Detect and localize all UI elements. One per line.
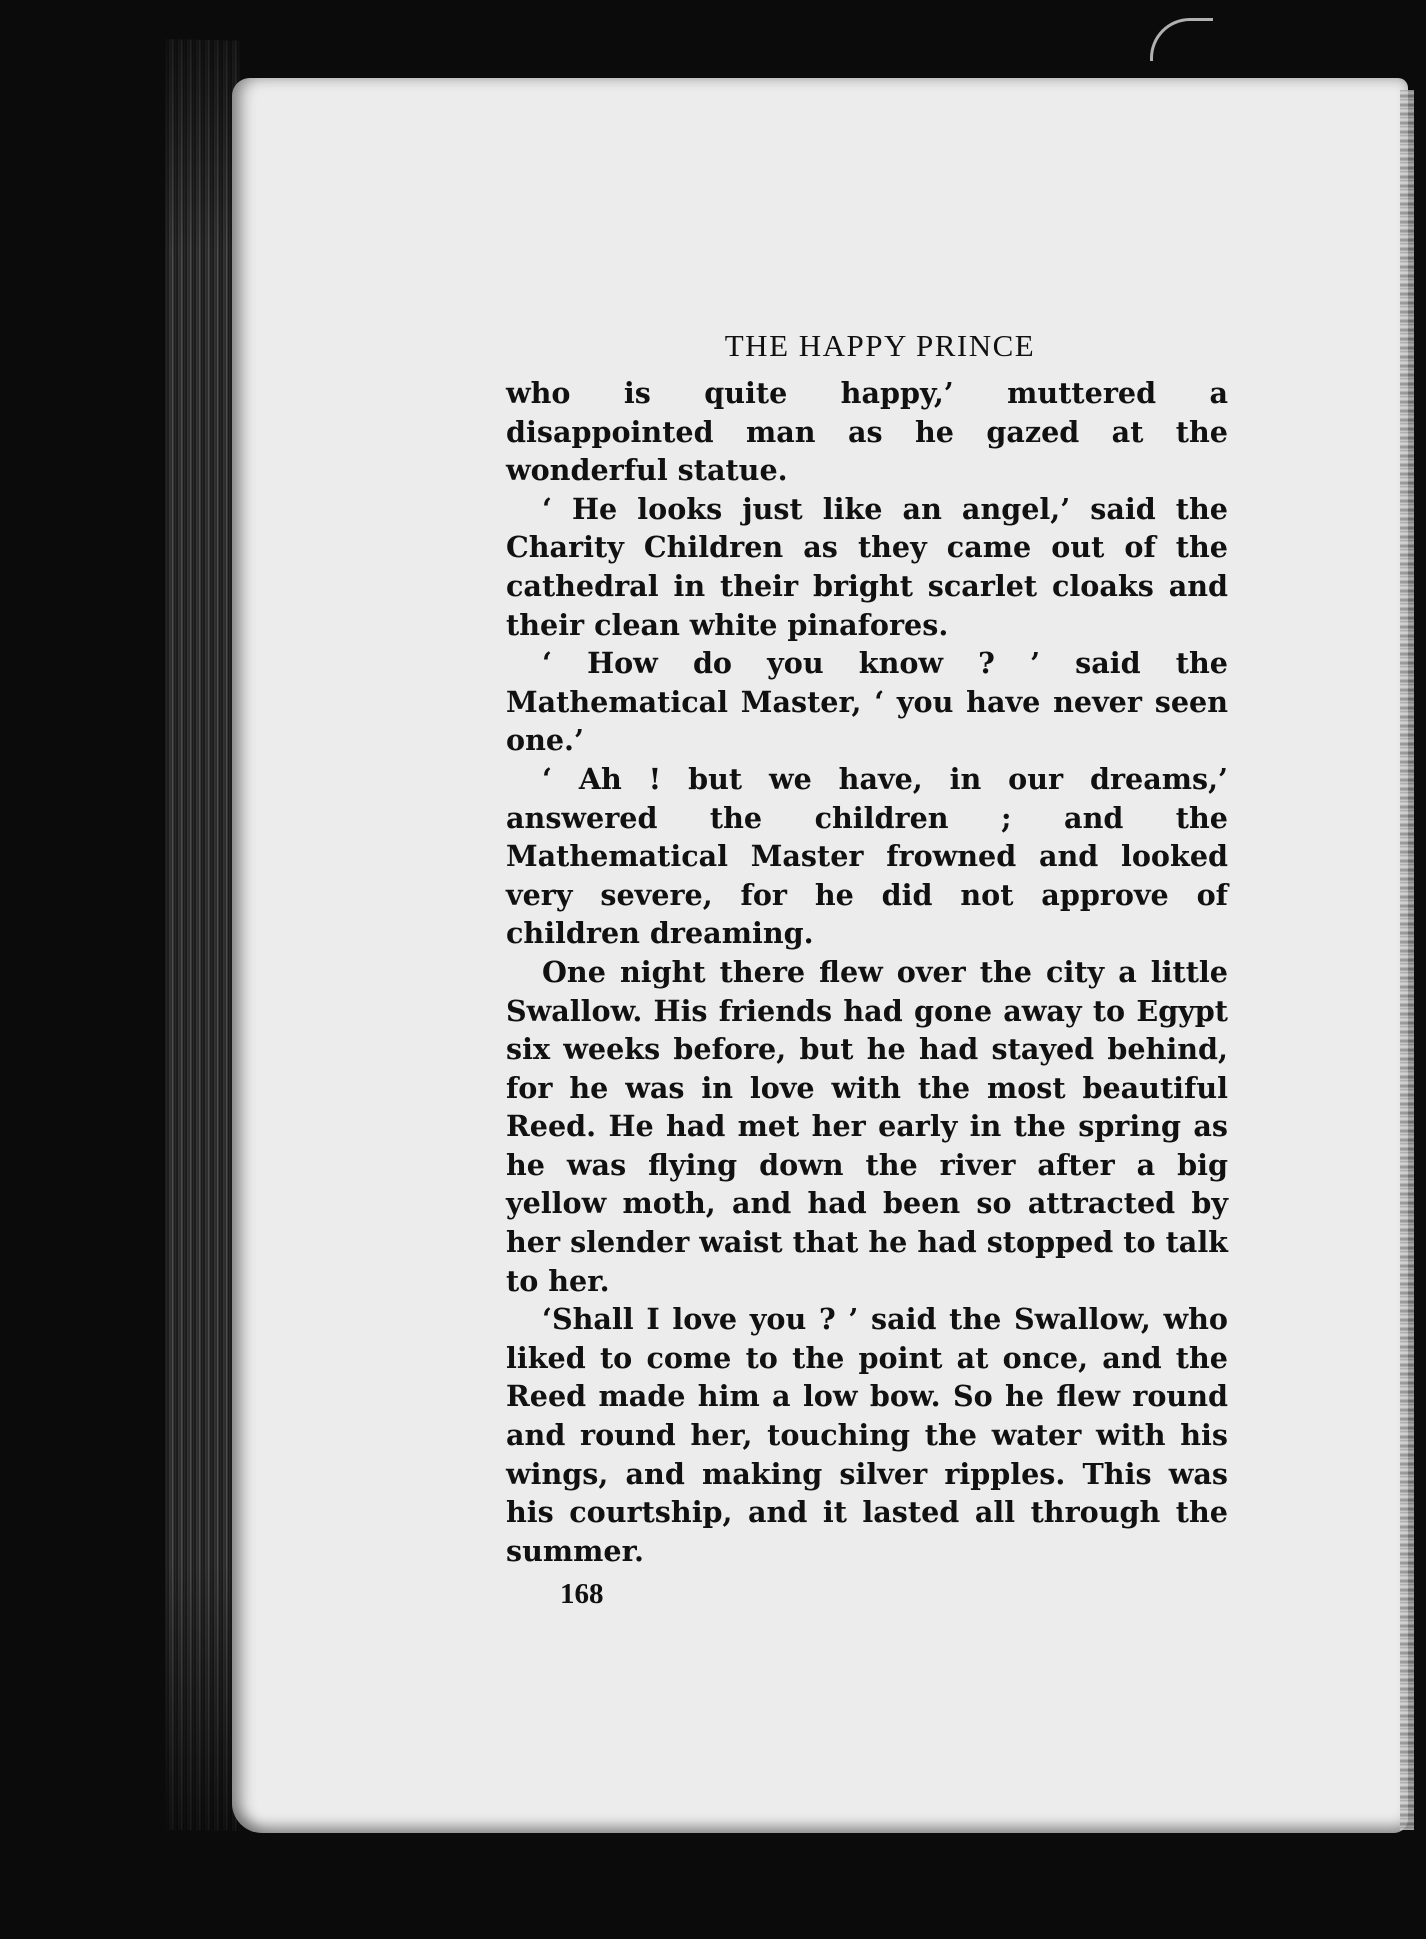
running-head: THE HAPPY PRINCE [724,328,1036,363]
paragraph: who is quite happy,’ muttered a disappointed man as he gazed at the wonderful statue. [506,376,1228,488]
paragraph: ‘Shall I love you ? ’ said the Swallow, who liked to come to the point at once, and the Reed made him a low bow. So he flew round and round her, touching the water with his wings, and making silver ripples. This was his courtship, and it lasted all through the summer. [506,1302,1228,1568]
book-page-edges [165,39,240,1831]
paragraph: ‘ Ah ! but we have, in our dreams,’ answered the children ; and the Mathematical Master frowned and looked very severe, for he did not approve of children dreaming. [506,761,1228,951]
page-number: 168 [560,1578,604,1611]
paragraph: One night there flew over the city a little Swallow. His friends had gone away to Egypt six weeks before, but he had stayed behind, for he was in love with the most beautiful Reed. He had met her early in the spring as he was flying down the river after a big yellow moth, and had been so attracted by her slender waist that he had stopped to talk to her. [506,954,1228,1298]
scan-corner-mark [1150,18,1213,61]
paragraph: ‘ He looks just like an angel,’ said the Charity Children as they came out of the cathedral in their bright scarlet cloaks and their clean white pinafores. [506,491,1228,642]
paragraph: ‘ How do you know ? ’ said the Mathematical Master, ‘ you have never seen one.’ [506,646,1228,758]
page-text-block [506,328,1228,1612]
page-right-edge [1400,90,1414,1830]
